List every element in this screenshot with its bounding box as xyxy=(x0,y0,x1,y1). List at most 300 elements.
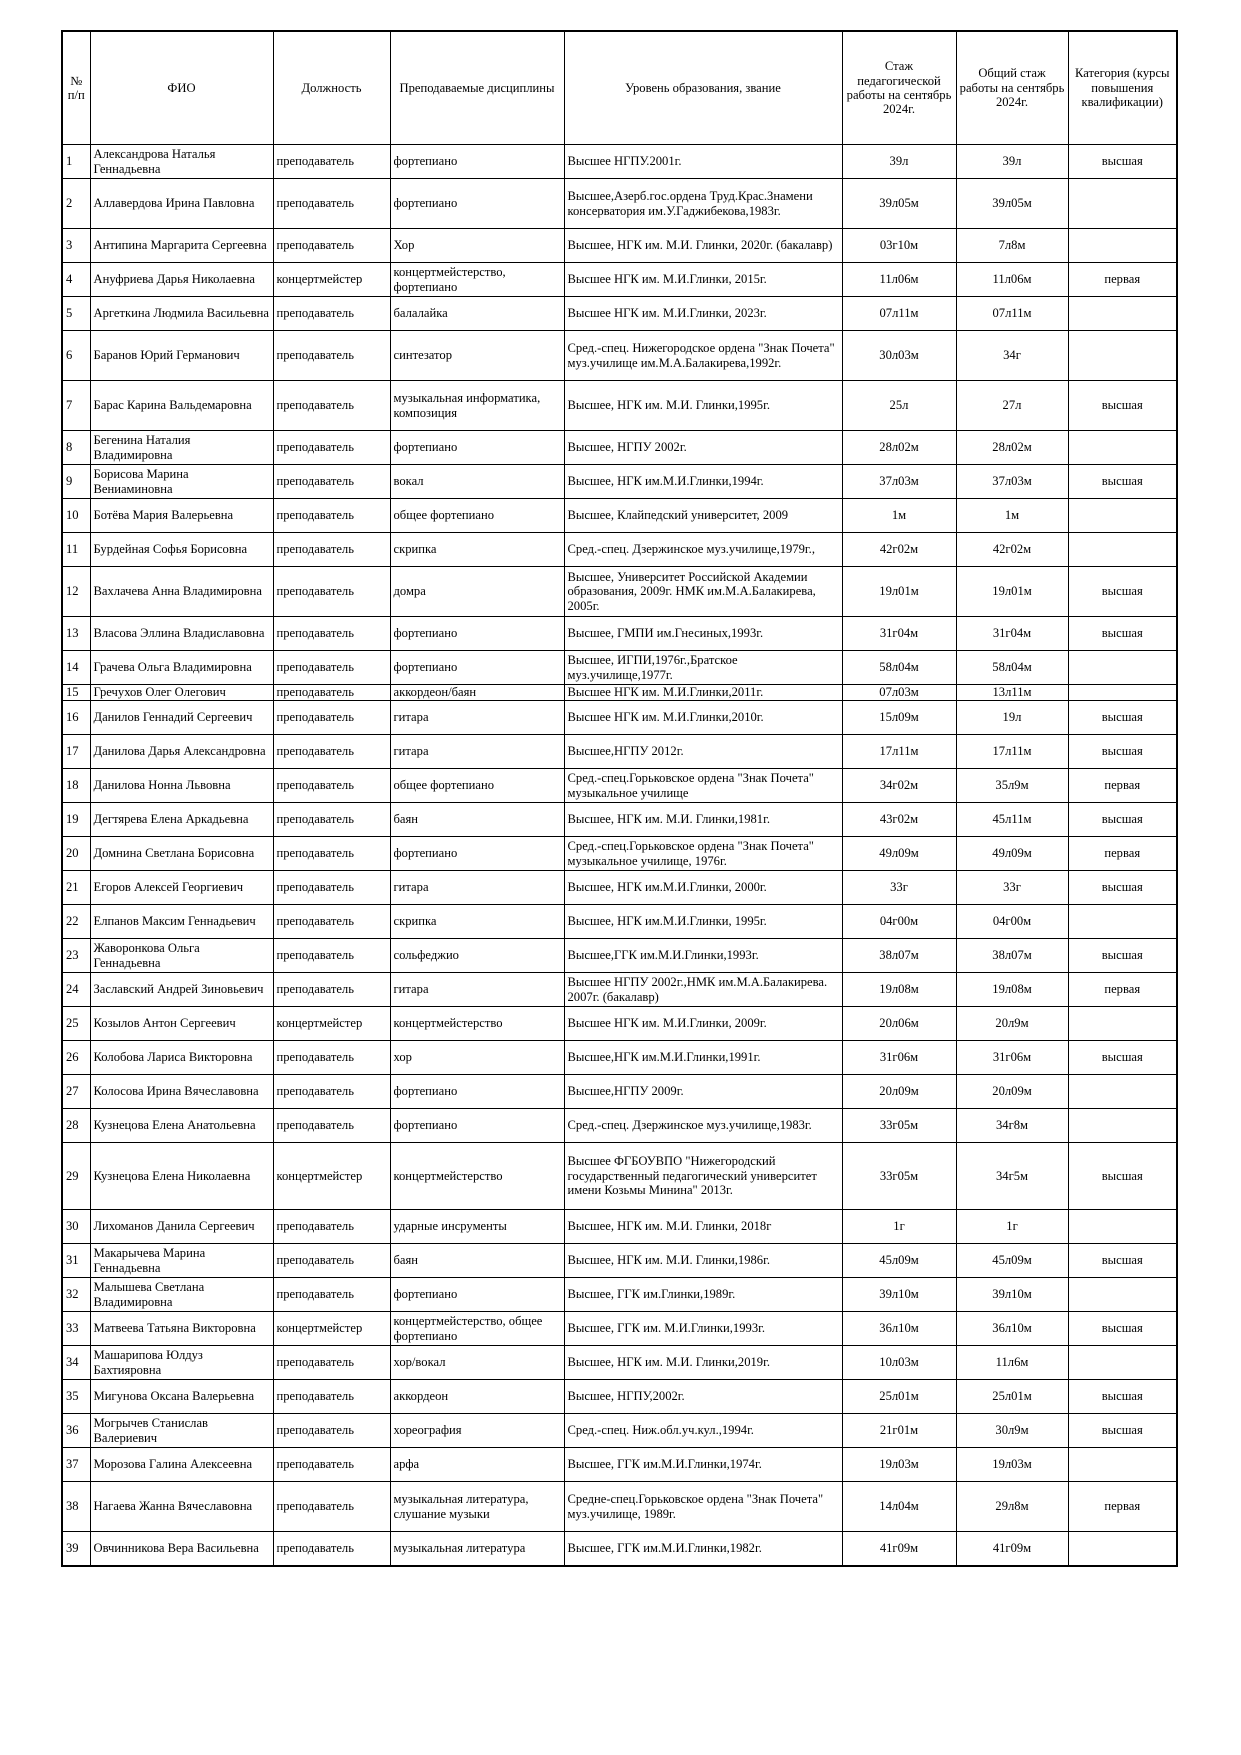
cell-position: концертмейстер xyxy=(273,1312,390,1346)
cell-teaching-experience: 20л06м xyxy=(842,1007,956,1041)
header-total-experience: Общий стаж работы на сентябрь 2024г. xyxy=(956,31,1068,145)
cell-teaching-experience: 58л04м xyxy=(842,651,956,685)
cell-teaching-experience: 19л08м xyxy=(842,973,956,1007)
header-full-name: ФИО xyxy=(90,31,273,145)
table-row xyxy=(62,803,1177,837)
cell-full-name: Вахлачева Анна Владимировна xyxy=(90,567,273,617)
cell-row-number: 38 xyxy=(62,1482,90,1532)
cell-education: Средне-спец.Горьковское ордена "Знак Почета" муз.училище, 1989г. xyxy=(564,1482,842,1532)
cell-category: высшая xyxy=(1068,871,1177,905)
cell-education: Сред.-спец. Дзержинское муз.училище,1979г., xyxy=(564,533,842,567)
cell-full-name: Александрова Наталья Геннадьевна xyxy=(90,145,273,179)
cell-position: преподаватель xyxy=(273,1244,390,1278)
cell-full-name: Дегтярева Елена Аркадьевна xyxy=(90,803,273,837)
cell-full-name: Нагаева Жанна Вячеславовна xyxy=(90,1482,273,1532)
cell-education: Высшее, НГК им. М.И. Глинки,2019г. xyxy=(564,1346,842,1380)
cell-total-experience: 49л09м xyxy=(956,837,1068,871)
cell-full-name: Макарычева Марина Геннадьевна xyxy=(90,1244,273,1278)
table-row xyxy=(62,499,1177,533)
cell-position: преподаватель xyxy=(273,1380,390,1414)
cell-category xyxy=(1068,1532,1177,1566)
cell-row-number: 32 xyxy=(62,1278,90,1312)
cell-disciplines: баян xyxy=(390,1244,564,1278)
cell-education: Высшее, НГК им. М.И. Глинки,1981г. xyxy=(564,803,842,837)
cell-row-number: 27 xyxy=(62,1075,90,1109)
cell-full-name: Колосова Ирина Вячеславовна xyxy=(90,1075,273,1109)
cell-total-experience: 11л6м xyxy=(956,1346,1068,1380)
cell-category xyxy=(1068,1278,1177,1312)
table-row xyxy=(62,297,1177,331)
cell-education: Высшее НГК им. М.И.Глинки, 2023г. xyxy=(564,297,842,331)
cell-category xyxy=(1068,1210,1177,1244)
cell-disciplines: фортепиано xyxy=(390,837,564,871)
cell-total-experience: 34г8м xyxy=(956,1109,1068,1143)
cell-education: Высшее НГК им. М.И.Глинки, 2009г. xyxy=(564,1007,842,1041)
cell-total-experience: 04г00м xyxy=(956,905,1068,939)
cell-education: Высшее,НГК им.М.И.Глинки,1991г. xyxy=(564,1041,842,1075)
cell-full-name: Борисова Марина Вениаминовна xyxy=(90,465,273,499)
cell-category xyxy=(1068,651,1177,685)
table-header-row xyxy=(62,31,1177,145)
cell-category: высшая xyxy=(1068,1312,1177,1346)
header-disciplines: Преподаваемые дисциплины xyxy=(390,31,564,145)
cell-total-experience: 11л06м xyxy=(956,263,1068,297)
cell-position: преподаватель xyxy=(273,1346,390,1380)
cell-full-name: Кузнецова Елена Анатольевна xyxy=(90,1109,273,1143)
cell-disciplines: концертмейстерство xyxy=(390,1007,564,1041)
table-row xyxy=(62,1346,1177,1380)
cell-teaching-experience: 36л10м xyxy=(842,1312,956,1346)
cell-category: высшая xyxy=(1068,381,1177,431)
cell-total-experience: 29л8м xyxy=(956,1482,1068,1532)
cell-total-experience: 1г xyxy=(956,1210,1068,1244)
cell-education: Высшее, НГК им. М.И. Глинки, 2018г xyxy=(564,1210,842,1244)
table-row xyxy=(62,905,1177,939)
cell-full-name: Колобова Лариса Викторовна xyxy=(90,1041,273,1075)
cell-full-name: Матвеева Татьяна Викторовна xyxy=(90,1312,273,1346)
cell-total-experience: 42г02м xyxy=(956,533,1068,567)
cell-education: Высшее, Университет Российской Академии образования, 2009г. НМК им.М.А.Балакирева, 2005г. xyxy=(564,567,842,617)
table-row xyxy=(62,431,1177,465)
table-row xyxy=(62,1007,1177,1041)
cell-teaching-experience: 41г09м xyxy=(842,1532,956,1566)
cell-education: Высшее,НГПУ 2012г. xyxy=(564,735,842,769)
cell-full-name: Данилов Геннадий Сергеевич xyxy=(90,701,273,735)
table-row xyxy=(62,1244,1177,1278)
cell-full-name: Козылов Антон Сергеевич xyxy=(90,1007,273,1041)
cell-full-name: Овчинникова Вера Васильевна xyxy=(90,1532,273,1566)
cell-category: высшая xyxy=(1068,803,1177,837)
header-number: № п/п xyxy=(62,31,90,145)
cell-category xyxy=(1068,905,1177,939)
cell-total-experience: 45л09м xyxy=(956,1244,1068,1278)
cell-total-experience: 20л9м xyxy=(956,1007,1068,1041)
table-row xyxy=(62,871,1177,905)
cell-total-experience: 19л01м xyxy=(956,567,1068,617)
table-row xyxy=(62,179,1177,229)
cell-disciplines: фортепиано xyxy=(390,1109,564,1143)
table-row xyxy=(62,1278,1177,1312)
cell-full-name: Жаворонкова Ольга Геннадьевна xyxy=(90,939,273,973)
table-row xyxy=(62,1210,1177,1244)
cell-teaching-experience: 25л xyxy=(842,381,956,431)
cell-education: Высшее НГК им. М.И.Глинки,2010г. xyxy=(564,701,842,735)
cell-position: преподаватель xyxy=(273,1448,390,1482)
cell-total-experience: 39л xyxy=(956,145,1068,179)
cell-full-name: Могрычев Станислав Валериевич xyxy=(90,1414,273,1448)
table-row xyxy=(62,1532,1177,1566)
cell-disciplines: музыкальная литература xyxy=(390,1532,564,1566)
cell-total-experience: 19л08м xyxy=(956,973,1068,1007)
cell-education: Высшее, НГК им. М.И. Глинки, 2020г. (бакалавр) xyxy=(564,229,842,263)
cell-row-number: 9 xyxy=(62,465,90,499)
cell-disciplines: аккордеон/баян xyxy=(390,685,564,701)
cell-full-name: Морозова Галина Алексеевна xyxy=(90,1448,273,1482)
cell-position: преподаватель xyxy=(273,297,390,331)
cell-category xyxy=(1068,1075,1177,1109)
cell-teaching-experience: 39л10м xyxy=(842,1278,956,1312)
cell-total-experience: 34г5м xyxy=(956,1143,1068,1210)
cell-full-name: Домнина Светлана Борисовна xyxy=(90,837,273,871)
cell-total-experience: 20л09м xyxy=(956,1075,1068,1109)
cell-position: преподаватель xyxy=(273,567,390,617)
table-row xyxy=(62,1041,1177,1075)
cell-row-number: 31 xyxy=(62,1244,90,1278)
cell-education: Сред.-спец.Горьковское ордена "Знак Почета" музыкальное училище xyxy=(564,769,842,803)
cell-disciplines: баян xyxy=(390,803,564,837)
cell-full-name: Мигунова Оксана Валерьевна xyxy=(90,1380,273,1414)
cell-position: преподаватель xyxy=(273,871,390,905)
cell-teaching-experience: 20л09м xyxy=(842,1075,956,1109)
cell-disciplines: фортепиано xyxy=(390,617,564,651)
header-position: Должность xyxy=(273,31,390,145)
cell-category: первая xyxy=(1068,769,1177,803)
cell-position: преподаватель xyxy=(273,533,390,567)
cell-row-number: 4 xyxy=(62,263,90,297)
cell-category: высшая xyxy=(1068,1143,1177,1210)
cell-category: первая xyxy=(1068,1482,1177,1532)
cell-row-number: 6 xyxy=(62,331,90,381)
cell-total-experience: 07л11м xyxy=(956,297,1068,331)
cell-total-experience: 1м xyxy=(956,499,1068,533)
cell-category xyxy=(1068,431,1177,465)
cell-education: Сред.-спец. Нижегородское ордена "Знак Почета" муз.училище им.М.А.Балакирева,1992г. xyxy=(564,331,842,381)
cell-row-number: 11 xyxy=(62,533,90,567)
cell-row-number: 7 xyxy=(62,381,90,431)
cell-full-name: Малышева Светлана Владимировна xyxy=(90,1278,273,1312)
cell-position: преподаватель xyxy=(273,331,390,381)
cell-teaching-experience: 33г xyxy=(842,871,956,905)
cell-disciplines: общее фортепиано xyxy=(390,499,564,533)
cell-total-experience: 36л10м xyxy=(956,1312,1068,1346)
cell-disciplines: Хор xyxy=(390,229,564,263)
table-row xyxy=(62,1482,1177,1532)
cell-disciplines: фортепиано xyxy=(390,1075,564,1109)
cell-row-number: 29 xyxy=(62,1143,90,1210)
cell-disciplines: концертмейстерство, фортепиано xyxy=(390,263,564,297)
cell-education: Сред.-спец. Ниж.обл.уч.кул.,1994г. xyxy=(564,1414,842,1448)
cell-teaching-experience: 28л02м xyxy=(842,431,956,465)
cell-education: Высшее, НГПУ 2002г. xyxy=(564,431,842,465)
cell-disciplines: скрипка xyxy=(390,905,564,939)
cell-full-name: Аллавердова Ирина Павловна xyxy=(90,179,273,229)
cell-education: Высшее, ГГК им.М.И.Глинки,1974г. xyxy=(564,1448,842,1482)
cell-disciplines: фортепиано xyxy=(390,179,564,229)
cell-teaching-experience: 07л11м xyxy=(842,297,956,331)
cell-total-experience: 41г09м xyxy=(956,1532,1068,1566)
cell-category xyxy=(1068,685,1177,701)
cell-education: Высшее, ГМПИ им.Гнесиных,1993г. xyxy=(564,617,842,651)
cell-category: высшая xyxy=(1068,939,1177,973)
cell-position: преподаватель xyxy=(273,1482,390,1532)
cell-education: Высшее,НГПУ 2009г. xyxy=(564,1075,842,1109)
cell-row-number: 3 xyxy=(62,229,90,263)
table-row xyxy=(62,331,1177,381)
cell-row-number: 24 xyxy=(62,973,90,1007)
cell-category: высшая xyxy=(1068,145,1177,179)
cell-teaching-experience: 1м xyxy=(842,499,956,533)
cell-position: преподаватель xyxy=(273,905,390,939)
cell-category: первая xyxy=(1068,837,1177,871)
table-row xyxy=(62,145,1177,179)
cell-row-number: 8 xyxy=(62,431,90,465)
cell-disciplines: концертмейстерство xyxy=(390,1143,564,1210)
cell-disciplines: вокал xyxy=(390,465,564,499)
cell-education: Высшее,Азерб.гос.ордена Труд.Крас.Знамени консерватория им.У.Гаджибекова,1983г. xyxy=(564,179,842,229)
cell-position: концертмейстер xyxy=(273,1143,390,1210)
cell-total-experience: 17л11м xyxy=(956,735,1068,769)
cell-teaching-experience: 17л11м xyxy=(842,735,956,769)
cell-position: преподаватель xyxy=(273,1109,390,1143)
cell-position: преподаватель xyxy=(273,465,390,499)
cell-category: высшая xyxy=(1068,1380,1177,1414)
table-row xyxy=(62,1075,1177,1109)
cell-disciplines: концертмейстерство, общее фортепиано xyxy=(390,1312,564,1346)
cell-disciplines: общее фортепиано xyxy=(390,769,564,803)
table-row xyxy=(62,567,1177,617)
cell-teaching-experience: 45л09м xyxy=(842,1244,956,1278)
cell-row-number: 17 xyxy=(62,735,90,769)
cell-education: Высшее НГК им. М.И.Глинки, 2015г. xyxy=(564,263,842,297)
cell-disciplines: музыкальная информатика, композиция xyxy=(390,381,564,431)
cell-total-experience: 19л03м xyxy=(956,1448,1068,1482)
table-row xyxy=(62,769,1177,803)
cell-category xyxy=(1068,229,1177,263)
cell-full-name: Аргеткина Людмила Васильевна xyxy=(90,297,273,331)
cell-total-experience: 19л xyxy=(956,701,1068,735)
cell-category xyxy=(1068,1007,1177,1041)
cell-total-experience: 30л9м xyxy=(956,1414,1068,1448)
cell-row-number: 30 xyxy=(62,1210,90,1244)
cell-disciplines: фортепиано xyxy=(390,1278,564,1312)
cell-teaching-experience: 25л01м xyxy=(842,1380,956,1414)
staff-document xyxy=(61,30,1176,1567)
table-row xyxy=(62,1312,1177,1346)
cell-position: преподаватель xyxy=(273,685,390,701)
cell-category xyxy=(1068,179,1177,229)
cell-row-number: 35 xyxy=(62,1380,90,1414)
cell-disciplines: хор xyxy=(390,1041,564,1075)
table-row xyxy=(62,735,1177,769)
cell-category xyxy=(1068,331,1177,381)
cell-position: преподаватель xyxy=(273,229,390,263)
cell-education: Высшее, НГК им. М.И. Глинки,1995г. xyxy=(564,381,842,431)
cell-teaching-experience: 30л03м xyxy=(842,331,956,381)
cell-row-number: 5 xyxy=(62,297,90,331)
cell-row-number: 28 xyxy=(62,1109,90,1143)
cell-row-number: 22 xyxy=(62,905,90,939)
cell-row-number: 13 xyxy=(62,617,90,651)
cell-position: преподаватель xyxy=(273,1532,390,1566)
cell-disciplines: фортепиано xyxy=(390,431,564,465)
cell-education: Высшее, НГК им.М.И.Глинки, 1995г. xyxy=(564,905,842,939)
cell-row-number: 26 xyxy=(62,1041,90,1075)
cell-position: преподаватель xyxy=(273,145,390,179)
table-row xyxy=(62,465,1177,499)
cell-disciplines: хореография xyxy=(390,1414,564,1448)
cell-disciplines: ударные инсрументы xyxy=(390,1210,564,1244)
cell-position: преподаватель xyxy=(273,1278,390,1312)
cell-teaching-experience: 1г xyxy=(842,1210,956,1244)
cell-education: Высшее ФГБОУВПО "Нижегородский государственный педагогический университет имени Козьмы Минина" 2013г. xyxy=(564,1143,842,1210)
cell-full-name: Заславский Андрей Зиновьевич xyxy=(90,973,273,1007)
cell-total-experience: 31г04м xyxy=(956,617,1068,651)
cell-row-number: 19 xyxy=(62,803,90,837)
cell-position: преподаватель xyxy=(273,179,390,229)
cell-teaching-experience: 10л03м xyxy=(842,1346,956,1380)
cell-teaching-experience: 15л09м xyxy=(842,701,956,735)
cell-total-experience: 45л11м xyxy=(956,803,1068,837)
cell-row-number: 39 xyxy=(62,1532,90,1566)
cell-full-name: Кузнецова Елена Николаевна xyxy=(90,1143,273,1210)
cell-row-number: 14 xyxy=(62,651,90,685)
cell-teaching-experience: 14л04м xyxy=(842,1482,956,1532)
cell-row-number: 10 xyxy=(62,499,90,533)
cell-full-name: Данилова Дарья Александровна xyxy=(90,735,273,769)
cell-row-number: 37 xyxy=(62,1448,90,1482)
cell-total-experience: 31г06м xyxy=(956,1041,1068,1075)
cell-teaching-experience: 39л xyxy=(842,145,956,179)
cell-row-number: 36 xyxy=(62,1414,90,1448)
cell-education: Высшее НГК им. М.И.Глинки,2011г. xyxy=(564,685,842,701)
cell-disciplines: аккордеон xyxy=(390,1380,564,1414)
cell-teaching-experience: 37л03м xyxy=(842,465,956,499)
cell-row-number: 16 xyxy=(62,701,90,735)
cell-teaching-experience: 19л03м xyxy=(842,1448,956,1482)
cell-teaching-experience: 21г01м xyxy=(842,1414,956,1448)
cell-disciplines: фортепиано xyxy=(390,145,564,179)
cell-position: преподаватель xyxy=(273,735,390,769)
header-teaching-experience: Стаж педагогической работы на сентябрь 2024г. xyxy=(842,31,956,145)
cell-full-name: Ануфриева Дарья Николаевна xyxy=(90,263,273,297)
cell-full-name: Лихоманов Данила Сергеевич xyxy=(90,1210,273,1244)
cell-disciplines: балалайка xyxy=(390,297,564,331)
cell-category: высшая xyxy=(1068,617,1177,651)
table-row xyxy=(62,939,1177,973)
cell-education: Высшее, НГК им.М.И.Глинки, 2000г. xyxy=(564,871,842,905)
table-row xyxy=(62,381,1177,431)
cell-disciplines: скрипка xyxy=(390,533,564,567)
cell-category xyxy=(1068,1346,1177,1380)
cell-disciplines: гитара xyxy=(390,871,564,905)
table-row xyxy=(62,1109,1177,1143)
cell-category: высшая xyxy=(1068,1041,1177,1075)
cell-category xyxy=(1068,1448,1177,1482)
cell-category: высшая xyxy=(1068,701,1177,735)
cell-full-name: Бурдейная Софья Борисовна xyxy=(90,533,273,567)
cell-full-name: Ботёва Мария Валерьевна xyxy=(90,499,273,533)
cell-teaching-experience: 03г10м xyxy=(842,229,956,263)
cell-teaching-experience: 31г06м xyxy=(842,1041,956,1075)
cell-total-experience: 37л03м xyxy=(956,465,1068,499)
cell-total-experience: 35л9м xyxy=(956,769,1068,803)
cell-full-name: Гречухов Олег Олегович xyxy=(90,685,273,701)
cell-teaching-experience: 33г05м xyxy=(842,1143,956,1210)
cell-total-experience: 7л8м xyxy=(956,229,1068,263)
cell-position: преподаватель xyxy=(273,939,390,973)
cell-education: Высшее, ГГК им.М.И.Глинки,1982г. xyxy=(564,1532,842,1566)
table-row xyxy=(62,685,1177,701)
cell-teaching-experience: 07л03м xyxy=(842,685,956,701)
cell-full-name: Барас Карина Вальдемаровна xyxy=(90,381,273,431)
cell-teaching-experience: 11л06м xyxy=(842,263,956,297)
cell-teaching-experience: 39л05м xyxy=(842,179,956,229)
header-category: Категория (курсы повышения квалификации) xyxy=(1068,31,1177,145)
table-row xyxy=(62,1414,1177,1448)
cell-category: высшая xyxy=(1068,567,1177,617)
cell-position: преподаватель xyxy=(273,617,390,651)
table-row xyxy=(62,973,1177,1007)
cell-position: преподаватель xyxy=(273,499,390,533)
cell-education: Высшее, НГК им.М.И.Глинки,1994г. xyxy=(564,465,842,499)
cell-position: преподаватель xyxy=(273,803,390,837)
cell-category: первая xyxy=(1068,263,1177,297)
cell-teaching-experience: 43г02м xyxy=(842,803,956,837)
cell-disciplines: гитара xyxy=(390,973,564,1007)
cell-total-experience: 13л11м xyxy=(956,685,1068,701)
header-education: Уровень образования, звание xyxy=(564,31,842,145)
cell-teaching-experience: 33г05м xyxy=(842,1109,956,1143)
table-row xyxy=(62,701,1177,735)
cell-position: преподаватель xyxy=(273,701,390,735)
cell-full-name: Елпанов Максим Геннадьевич xyxy=(90,905,273,939)
cell-position: преподаватель xyxy=(273,431,390,465)
cell-education: Высшее, Клайпедский университет, 2009 xyxy=(564,499,842,533)
cell-position: преподаватель xyxy=(273,769,390,803)
cell-full-name: Бегенина Наталия Владимировна xyxy=(90,431,273,465)
staff-table-body xyxy=(62,145,1177,1566)
cell-category xyxy=(1068,1109,1177,1143)
cell-row-number: 15 xyxy=(62,685,90,701)
cell-category xyxy=(1068,533,1177,567)
cell-teaching-experience: 19л01м xyxy=(842,567,956,617)
cell-teaching-experience: 42г02м xyxy=(842,533,956,567)
cell-position: преподаватель xyxy=(273,1075,390,1109)
cell-category: высшая xyxy=(1068,465,1177,499)
cell-position: преподаватель xyxy=(273,973,390,1007)
cell-education: Сред.-спец. Дзержинское муз.училище,1983г. xyxy=(564,1109,842,1143)
table-row xyxy=(62,651,1177,685)
cell-row-number: 34 xyxy=(62,1346,90,1380)
cell-position: концертмейстер xyxy=(273,1007,390,1041)
cell-education: Высшее, ГГК им.Глинки,1989г. xyxy=(564,1278,842,1312)
table-row xyxy=(62,263,1177,297)
cell-row-number: 2 xyxy=(62,179,90,229)
cell-position: преподаватель xyxy=(273,1414,390,1448)
cell-category: высшая xyxy=(1068,735,1177,769)
cell-education: Высшее НГПУ 2002г.,НМК им.М.А.Балакирева. 2007г. (бакалавр) xyxy=(564,973,842,1007)
cell-total-experience: 25л01м xyxy=(956,1380,1068,1414)
